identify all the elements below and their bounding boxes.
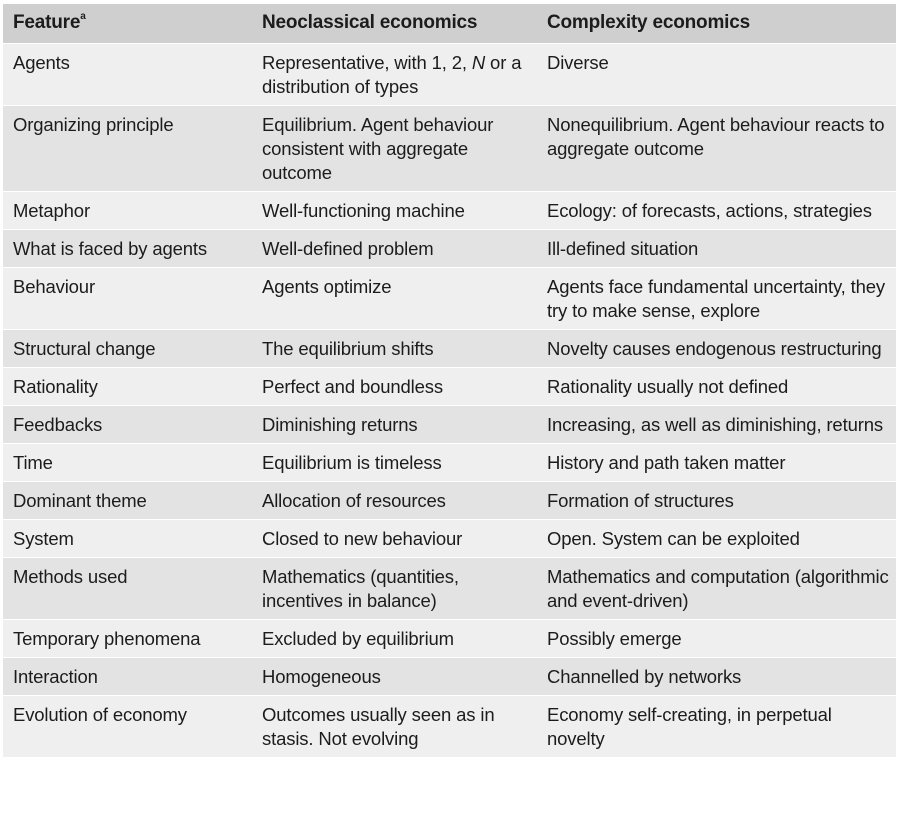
- table-row: [3, 367, 896, 405]
- feature-cell: Structural change: [13, 337, 156, 359]
- table-row: [3, 105, 896, 191]
- feature-cell: What is faced by agents: [13, 237, 207, 259]
- feature-cell: System: [13, 527, 74, 549]
- footnote-marker: a: [80, 10, 86, 22]
- feature-cell: Rationality: [13, 375, 98, 397]
- feature-cell: Organizing principle: [13, 113, 174, 135]
- neoclassical-text: Representative, with 1, 2,: [262, 51, 472, 73]
- table-row: [3, 557, 896, 619]
- complexity-cell: Novelty causes endogenous restructuring: [547, 337, 882, 359]
- header-neoclassical: Neoclassical economics: [262, 12, 478, 34]
- complexity-cell: Nonequilibrium. Agent behaviour reacts to aggregate outcome: [547, 113, 885, 159]
- feature-cell: Interaction: [13, 665, 98, 687]
- complexity-cell: Channelled by networks: [547, 665, 742, 687]
- header-feature-label: Feature: [13, 12, 81, 34]
- neoclassical-text: or a distribution of types: [262, 51, 522, 97]
- neoclassical-cell: Allocation of resources: [262, 489, 446, 511]
- table-row: [3, 229, 896, 267]
- neoclassical-cell: Agents optimize: [262, 275, 392, 297]
- neoclassical-cell: Closed to new behaviour: [262, 527, 463, 549]
- header-feature: [3, 4, 252, 43]
- table-body: [3, 43, 896, 757]
- table-row: [3, 329, 896, 367]
- table-row: [3, 657, 896, 695]
- comparison-table: [3, 4, 896, 757]
- feature-cell: Evolution of economy: [13, 703, 187, 725]
- neoclassical-cell: Homogeneous: [262, 665, 381, 687]
- neoclassical-cell: Perfect and boundless: [262, 375, 443, 397]
- table-row: [3, 191, 896, 229]
- table-row: [3, 405, 896, 443]
- complexity-cell: Formation of structures: [547, 489, 734, 511]
- complexity-cell: Agents face fundamental uncertainty, they try to make sense, explore: [547, 275, 886, 321]
- neoclassical-cell: Mathematics (quantities, incentives in balance): [262, 565, 459, 611]
- feature-cell: Agents: [13, 51, 70, 73]
- feature-cell: Feedbacks: [13, 413, 103, 435]
- table-row: [3, 695, 896, 757]
- table-row: [3, 481, 896, 519]
- feature-cell: Metaphor: [13, 199, 90, 221]
- neoclassical-cell: [252, 43, 537, 105]
- neoclassical-cell: Excluded by equilibrium: [262, 627, 454, 649]
- table-row: [3, 267, 896, 329]
- neoclassical-cell: Well-functioning machine: [262, 199, 465, 221]
- feature-cell: Behaviour: [13, 275, 95, 297]
- complexity-cell: Possibly emerge: [547, 627, 682, 649]
- table-row: [3, 43, 896, 105]
- complexity-cell: Open. System can be exploited: [547, 527, 800, 549]
- complexity-cell: History and path taken matter: [547, 451, 786, 473]
- feature-cell: Dominant theme: [13, 489, 147, 511]
- feature-cell: Methods used: [13, 565, 128, 587]
- neoclassical-cell: Equilibrium. Agent behaviour consistent with aggregate outcome: [262, 113, 494, 183]
- complexity-cell: Diverse: [547, 51, 609, 73]
- complexity-cell: Ecology: of forecasts, actions, strategies: [547, 199, 872, 221]
- table-row: [3, 519, 896, 557]
- complexity-cell: Economy self-creating, in perpetual novelty: [547, 703, 832, 749]
- neoclassical-italic-text: N: [471, 51, 486, 73]
- header-row: [3, 4, 896, 43]
- table-row: [3, 619, 896, 657]
- neoclassical-cell: Diminishing returns: [262, 413, 418, 435]
- complexity-cell: Rationality usually not defined: [547, 375, 789, 397]
- neoclassical-cell: The equilibrium shifts: [262, 337, 434, 359]
- table-header: [3, 4, 896, 43]
- table-row: [3, 443, 896, 481]
- header-complexity: Complexity economics: [547, 12, 750, 34]
- neoclassical-cell: Well-defined problem: [262, 237, 434, 259]
- feature-cell: Temporary phenomena: [13, 627, 201, 649]
- feature-cell: Time: [13, 451, 53, 473]
- complexity-cell: Increasing, as well as diminishing, returns: [547, 413, 883, 435]
- neoclassical-cell: Outcomes usually seen as in stasis. Not evolving: [262, 703, 495, 749]
- neoclassical-cell: Equilibrium is timeless: [262, 451, 442, 473]
- complexity-cell: Mathematics and computation (algorithmic and event-driven): [547, 565, 889, 611]
- complexity-cell: Ill-defined situation: [547, 237, 699, 259]
